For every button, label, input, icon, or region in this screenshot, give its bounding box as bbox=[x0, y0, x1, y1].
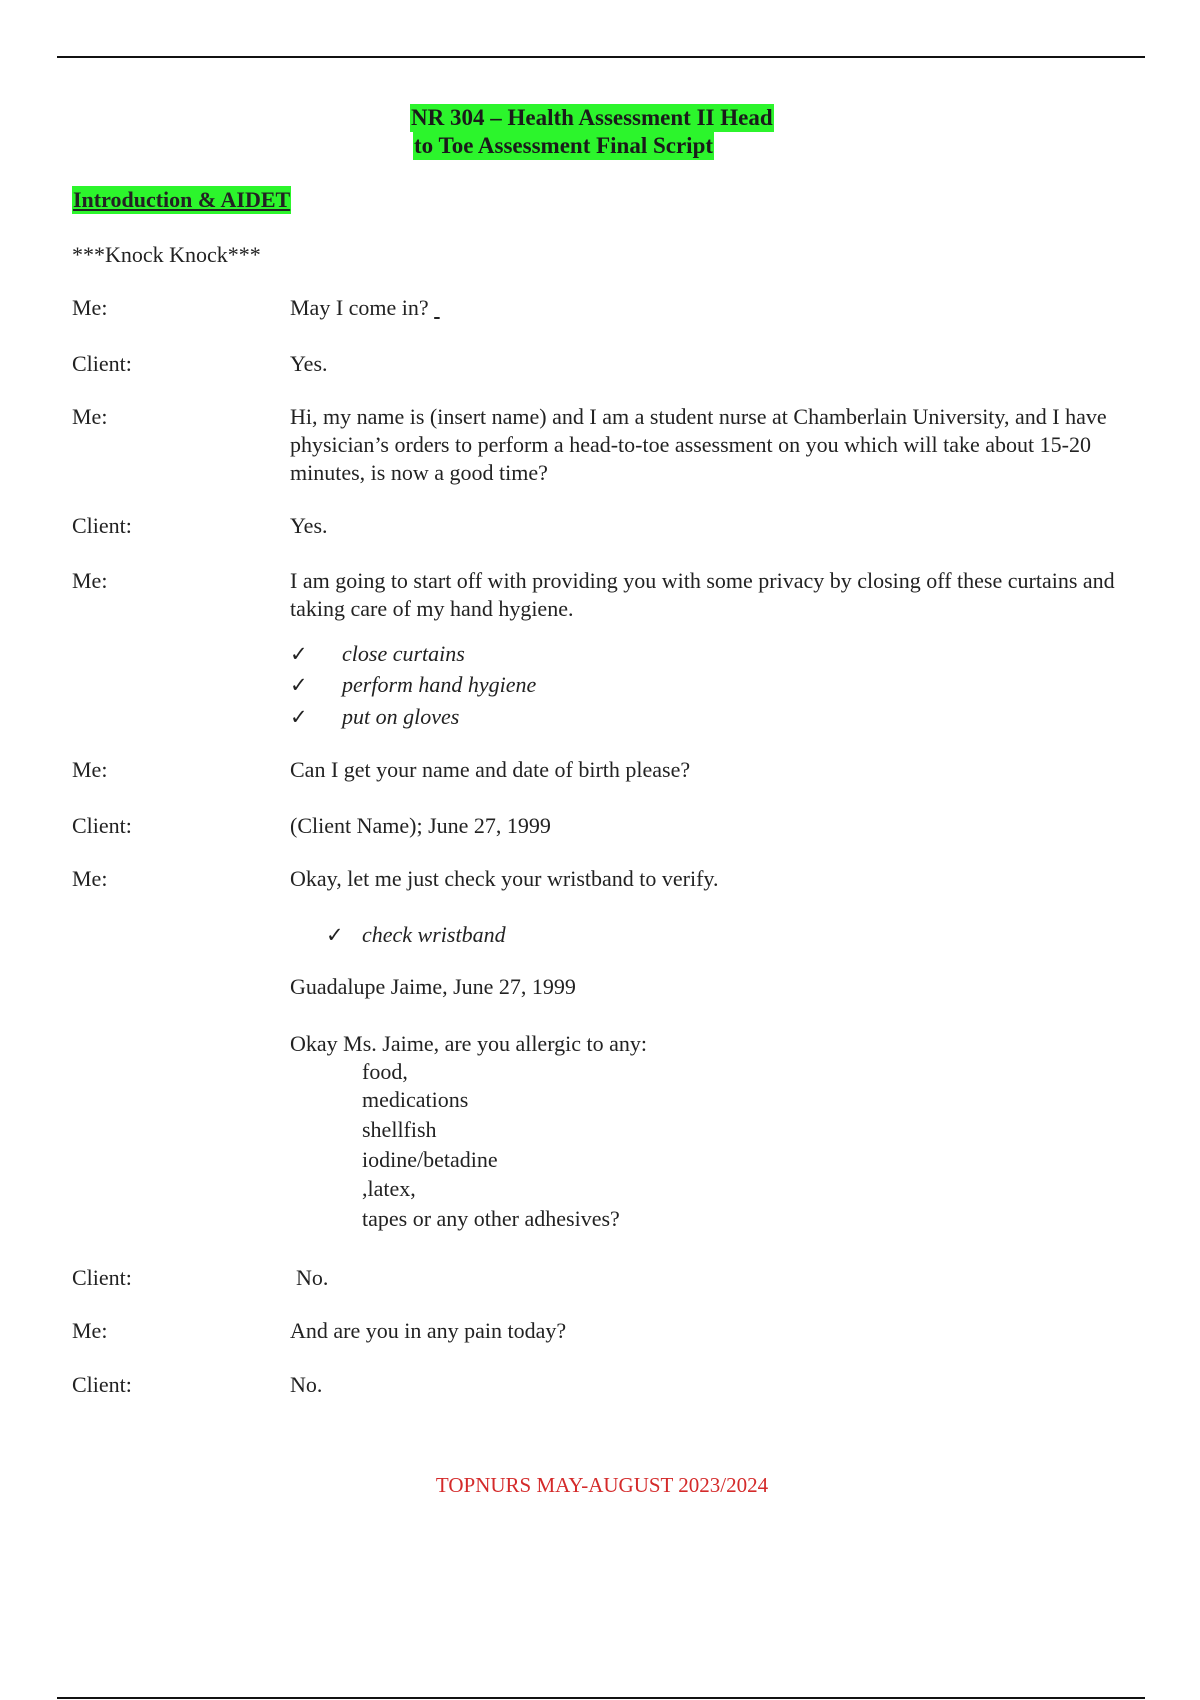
speaker-me: Me: bbox=[72, 866, 108, 891]
dialogue-line: Okay, let me just check your wristband to verify. bbox=[290, 866, 719, 891]
footer-text: TOPNURS MAY-AUGUST 2023/2024 bbox=[435, 1473, 769, 1497]
dialogue-line: Yes. bbox=[290, 351, 328, 376]
speaker-me: Me: bbox=[72, 404, 108, 429]
title-line-1: NR 304 – Health Assessment II Head bbox=[411, 105, 773, 130]
knock-text: ***Knock Knock*** bbox=[72, 242, 261, 267]
speaker-client: Client: bbox=[72, 1372, 132, 1397]
top-rule bbox=[57, 56, 1145, 58]
checkmark-icon: ✓ bbox=[290, 705, 308, 729]
dialogue-paragraph: Hi, my name is (insert name) and I am a student nurse at Chamberlain University, and I have physician’s orders to perform a head-to-toe assessment on you which will take about 15-20 minutes, is now a good time? bbox=[290, 404, 1107, 485]
checklist-item: ✓ put on gloves bbox=[290, 702, 459, 732]
dialogue-line: (Client Name); June 27, 1999 bbox=[290, 813, 551, 838]
allergy-item: ,latex, bbox=[362, 1176, 416, 1201]
document-title bbox=[410, 104, 774, 160]
speaker-me: Me: bbox=[72, 295, 108, 320]
speaker-me: Me: bbox=[72, 1318, 108, 1343]
section-heading: Introduction & AIDET bbox=[73, 187, 291, 212]
dialogue-line: Can I get your name and date of birth please? bbox=[290, 757, 691, 782]
allergy-item: iodine/betadine bbox=[362, 1147, 498, 1172]
dialogue-line: And are you in any pain today? bbox=[290, 1318, 567, 1343]
dialogue-paragraph: I am going to start off with providing you with some privacy by closing off these curtains and taking care of my hand hygiene. bbox=[290, 568, 1115, 621]
checklist-item: ✓ perform hand hygiene bbox=[290, 670, 536, 700]
speaker-client: Client: bbox=[72, 351, 132, 376]
dialogue-line: No. bbox=[296, 1265, 329, 1290]
dialogue-line: No. bbox=[290, 1372, 323, 1397]
speaker-client: Client: bbox=[72, 1265, 132, 1290]
speaker-client: Client: bbox=[72, 813, 132, 838]
dialogue-line: Guadalupe Jaime, June 27, 1999 bbox=[290, 974, 576, 999]
checklist-item: ✓ check wristband bbox=[326, 920, 506, 950]
dialogue-line: Yes. bbox=[290, 513, 328, 538]
speaker-me: Me: bbox=[72, 568, 108, 593]
title-line-2: to Toe Assessment Final Script bbox=[414, 133, 714, 158]
checkmark-icon: ✓ bbox=[326, 923, 344, 947]
bottom-rule bbox=[57, 1697, 1145, 1699]
allergy-item: shellfish bbox=[362, 1117, 437, 1142]
allergy-item: food, bbox=[362, 1059, 408, 1084]
speaker-client: Client: bbox=[72, 513, 132, 538]
dialogue-line: May I come in? bbox=[290, 295, 429, 320]
allergy-item: tapes or any other adhesives? bbox=[362, 1206, 620, 1231]
speaker-me: Me: bbox=[72, 757, 108, 782]
checkmark-icon: ✓ bbox=[290, 642, 308, 666]
checkmark-icon: ✓ bbox=[290, 673, 308, 697]
checklist-item: ✓ close curtains bbox=[290, 639, 465, 669]
dialogue-line: Okay Ms. Jaime, are you allergic to any: bbox=[290, 1031, 647, 1056]
allergy-item: medications bbox=[362, 1087, 469, 1112]
